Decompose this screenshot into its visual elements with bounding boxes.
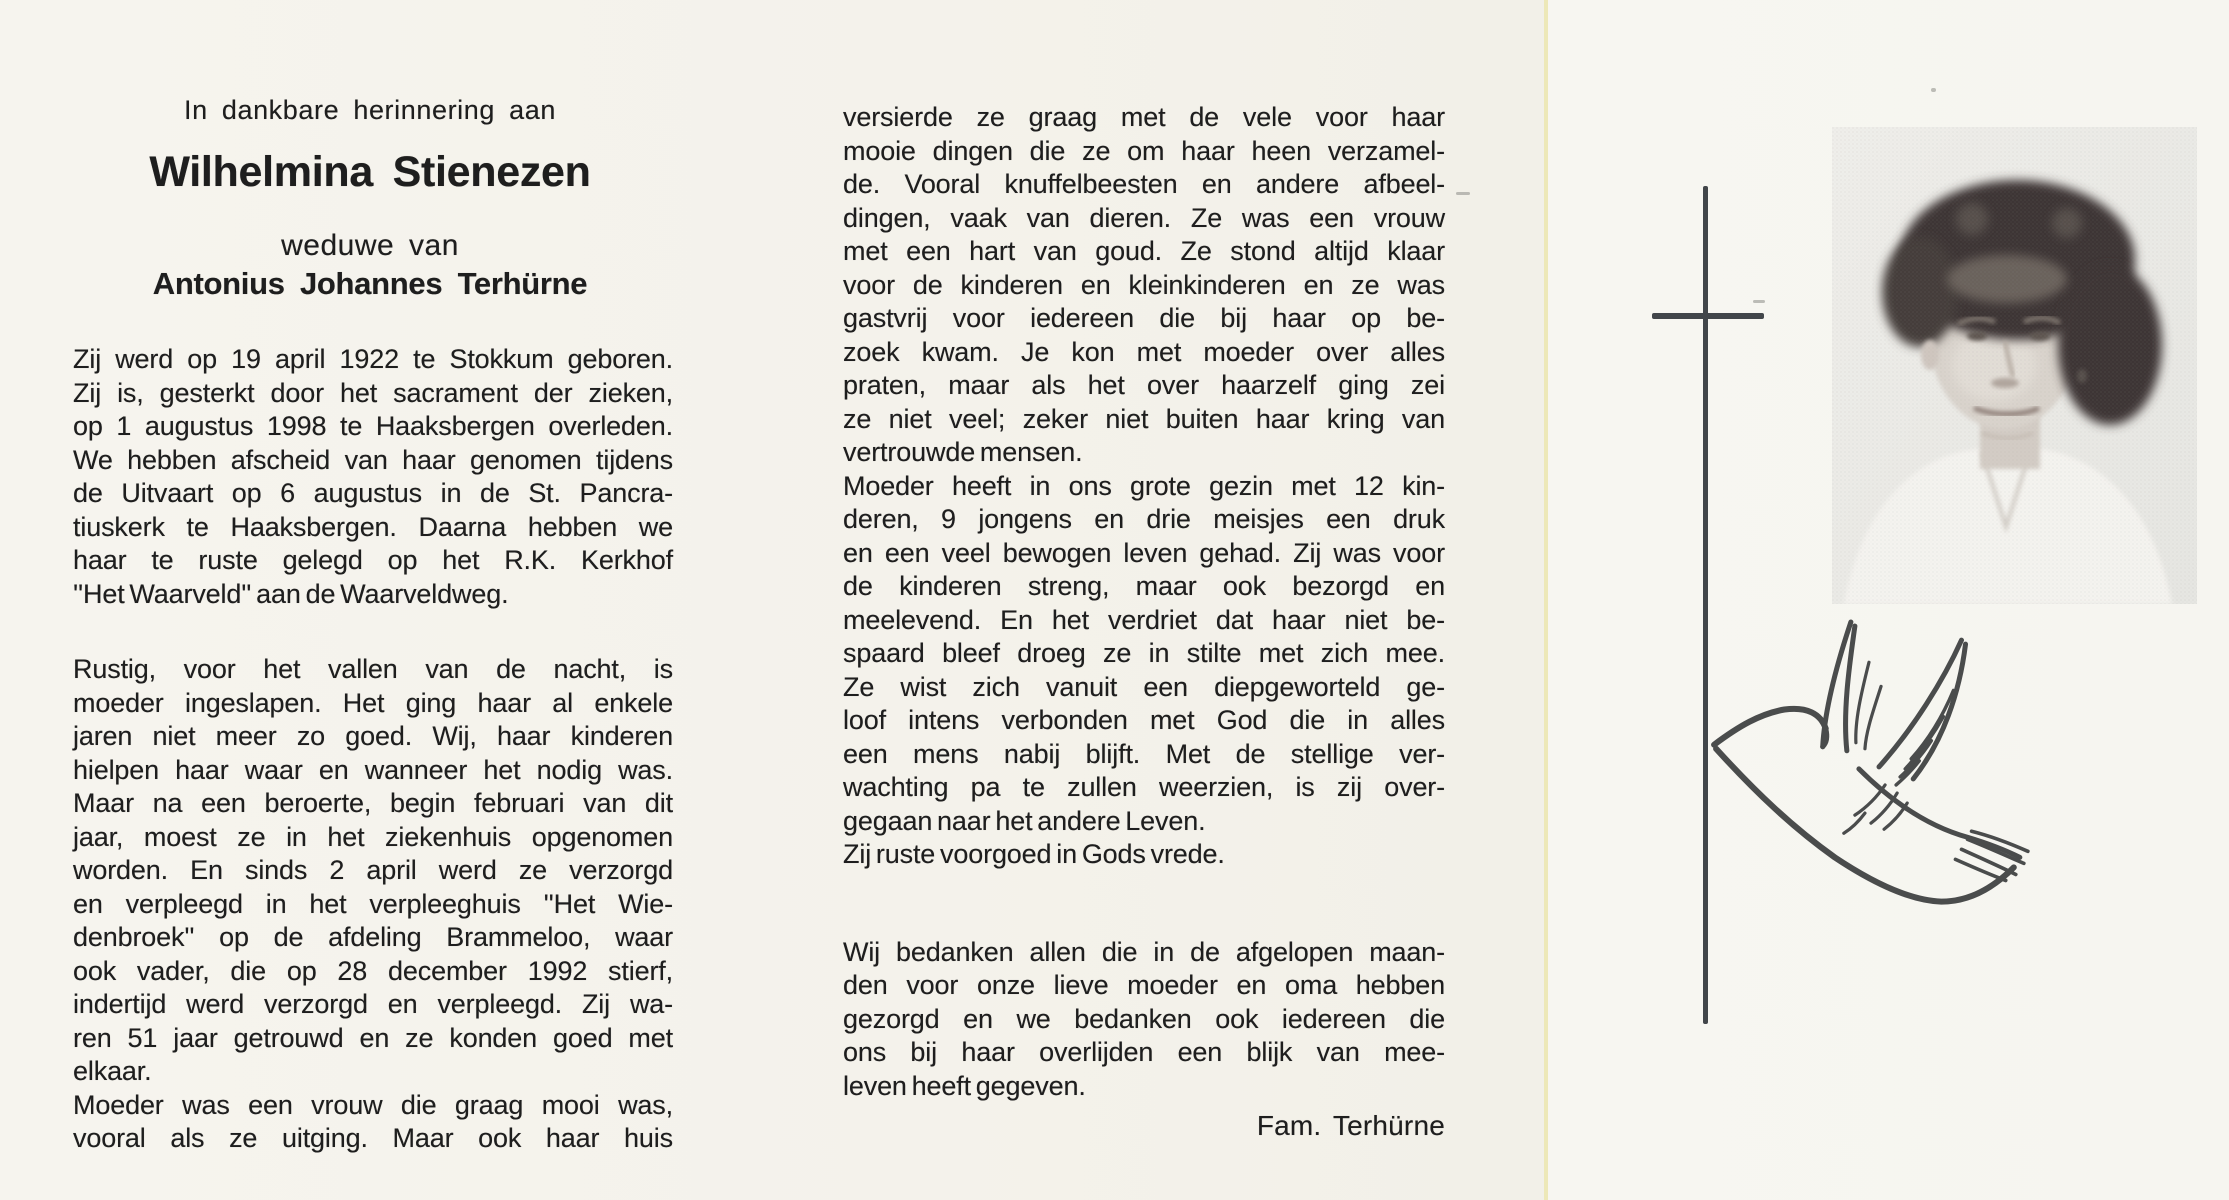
text-line: gezorgd en we bedanken ook iedereen die [843,1003,1445,1034]
portrait-photo [1832,127,2197,604]
text-line: den voor onze lieve moeder en oma hebben [843,970,1445,1000]
text-line: dingen, vaak van dieren. Ze was een vrouw [843,202,1445,233]
memorial-intro: In dankbare herinnering aan [184,95,556,125]
scan-speck [1931,88,1936,92]
text-line: een mens nabij blijft. Met de stellige ver- [843,738,1445,769]
text-line: worden. En sinds 2 april werd ze verzorgd [73,855,673,885]
text-line: ook vader, die op 28 december 1992 stierf, [73,955,673,986]
text-line: Zij ruste voorgoed in Gods vrede. [843,839,1225,869]
paragraph [73,343,673,611]
relation-label: weduwe van [281,229,459,262]
text-line: ze niet veel; zeker niet buiten haar kring van [843,403,1445,434]
text-line: meelevend. En het verdriet dat haar niet be- [843,604,1445,635]
text-line: We hebben afscheid van haar genomen tijdens [73,444,673,475]
text-line: ons bij haar overlijden een blijk van mee- [843,1037,1445,1067]
text-line: ''Het Waarveld'' aan de Waarveldweg. [73,578,509,609]
text-line: jaar, moest ze in het ziekenhuis opgenomen [73,821,673,852]
paragraph [843,101,1445,470]
text-line: en verpleegd in het verpleeghuis ''Het Wie- [73,888,673,919]
text-line: vooral als ze uitging. Maar ook haar huis [73,1123,673,1153]
paragraph [73,1089,673,1156]
text-line: gastvrij voor iedereen die bij haar op be- [843,303,1445,333]
deceased-name: Wilhelmina Stienezen [149,148,591,196]
text-line: wachting pa te zullen weerzien, is zij over- [843,772,1445,802]
text-line: hielpen haar waar en wanneer het nodig was. [73,754,673,785]
text-line: deren, 9 jongens en drie meisjes een druk [843,504,1445,534]
text-line: de. Vooral knuffelbeesten en andere afbeel- [843,169,1445,199]
text-line: loof intens verbonden met God die in alles [843,705,1445,735]
text-line: elkaar. [73,1056,152,1086]
text-line: Zij is, gesterkt door het sacrament der zieken, [73,377,673,408]
text-line: Ze wist zich vanuit een diepgeworteld ge- [843,671,1445,702]
text-line: Maar na een beroerte, begin februari van dit [73,788,673,818]
spouse-name: Antonius Johannes Terhürne [152,266,588,301]
paragraph [843,838,1445,872]
text-line: denbroek'' op de afdeling Brammeloo, waar [73,922,673,952]
text-line: tiuskerk te Haaksbergen. Daarna hebben we [73,511,673,542]
text-line: voor de kinderen en kleinkinderen en ze was [843,269,1445,300]
text-line: spaard bleef droeg ze in stilte met zich mee. [843,638,1445,668]
signature: Fam. Terhürne [1256,1110,1445,1141]
text-line: leven heeft gegeven. [843,1070,1086,1101]
text-line: zoek kwam. Je kon met moeder over alles [843,336,1445,367]
text-line: Rustig, voor het vallen van de nacht, is [73,654,673,684]
paragraph [73,653,673,1089]
text-line: Moeder heeft in ons grote gezin met 12 kin- [843,470,1445,501]
text-line: praten, maar als het over haarzelf ging zei [843,370,1445,400]
text-line: ren 51 jaar getrouwd en ze konden goed met [73,1022,673,1053]
paragraph [843,936,1445,1104]
text-line: Wij bedanken allen die in de afgelopen maan- [843,936,1445,967]
text-line: moeder ingeslapen. Het ging haar al enkele [73,687,673,718]
paragraph [843,470,1445,839]
text-line: de Uitvaart op 6 augustus in de St. Pancra- [73,478,673,508]
dove-icon [1708,616,2040,968]
cross-horizontal-bar [1652,313,1764,319]
text-line: de kinderen streng, maar ook bezorgd en [843,571,1445,601]
text-line: Moeder was een vrouw die graag mooi was, [73,1089,673,1120]
text-line: jaren niet meer zo goed. Wij, haar kinderen [73,721,673,751]
text-line: vertrouwde mensen. [843,437,1083,467]
text-line: met een hart van goud. Ze stond altijd klaar [843,236,1445,266]
text-line: Zij werd op 19 april 1922 te Stokkum geboren. [73,344,673,374]
text-line: en een veel bewogen leven gehad. Zij was voor [843,537,1445,568]
left-text-column [73,343,673,1156]
text-line: haar te ruste gelegd op het R.K. Kerkhof [73,545,673,575]
text-line: gegaan naar het andere Leven. [843,805,1206,836]
scan-speck [1753,300,1765,303]
scan-speck [1456,192,1470,195]
text-line: versierde ze graag met de vele voor haar [843,102,1445,132]
middle-text-column [843,101,1445,1103]
text-line: mooie dingen die ze om haar heen verzamel- [843,135,1445,166]
text-line: indertijd werd verzorgd en verpleegd. Zij wa- [73,989,673,1019]
text-line: op 1 augustus 1998 te Haaksbergen overleden. [73,411,673,441]
